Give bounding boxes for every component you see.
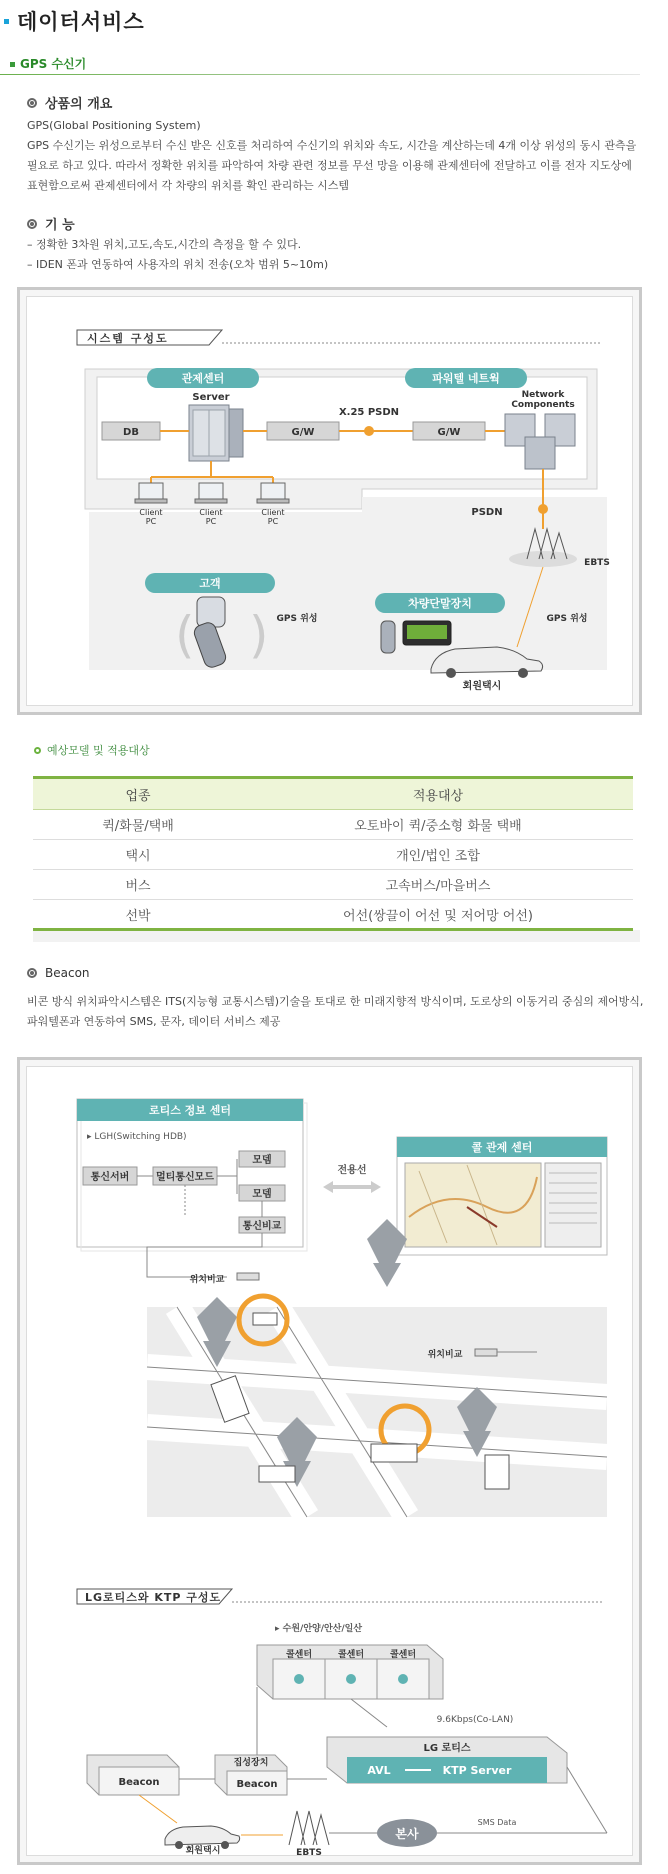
call-center-box-label: 콜센터 [285,1650,313,1660]
client-pc-label: PC [267,517,279,526]
system-diagram-svg [27,297,632,705]
application-table [33,776,633,931]
system-diagram-frame [17,287,642,715]
features-heading-text: 기 능 [45,218,75,233]
multi-comm-label: 멀티통신모드 [156,1172,214,1183]
table-cell: 고속버스/마을버스 [243,870,633,900]
gps-satellite-label: GPS 위성 [276,614,318,624]
features-heading [27,214,75,233]
table-header: 적용대상 [243,778,633,810]
client-pc-label: Client [139,508,163,517]
client-pc-label: Client [261,508,285,517]
network-components-label-1: Network [521,390,565,400]
dedicated-line-label: 전용선 [337,1165,367,1176]
beacon-body [27,992,647,1032]
vehicle-terminal-label: 차량단말장치 [408,597,472,610]
svg-text:): ) [249,606,269,664]
overview-body [27,116,647,196]
overview-line: 필요로 하고 있다. 따라서 정확한 위치를 파악하여 차량 관련 정보를 무선 망을 이용해 관제센터에 전달하고 이를 전자 지도상에 [27,159,632,172]
beacon-diagram-svg [27,1067,632,1855]
bidirectional-arrow-icon [323,1181,381,1193]
client-pc-label: Client [199,508,223,517]
map-screen-icon [405,1163,601,1247]
beacon-heading [27,966,90,980]
call-center-title: 콜 관제 센터 [471,1141,533,1154]
table-row [33,870,633,900]
member-taxi-label: 회원택시 [462,681,502,692]
section-heading [10,55,86,72]
lg-logis-label: LG 로티스 [423,1743,471,1754]
diagram-title: 시스템 구성도 [87,332,169,345]
network-components-label-2: Components [511,400,575,410]
gw1-label: G/W [291,427,315,438]
ebts-label: EBTS [584,558,610,568]
table-cell: 퀵/화물/택배 [33,810,243,840]
overview-line: GPS 수신기는 위성으로부터 수신 받은 신호를 처리하여 수신기의 위치와 속도, 시간을 계산하는데 4개 이상 위성의 동시 관측을 [27,139,637,152]
psdn-label: PSDN [471,507,503,518]
member-taxi-label: 회원택시 [185,1846,221,1855]
aggregator-label: 집성장치 [233,1758,269,1768]
powertel-network-label: 파워텔 네트웍 [432,372,500,385]
heading-bullet-icon [27,219,37,229]
x25-label: X.25 PSDN [338,407,400,418]
table-cell: 오토바이 퀵/중소형 화물 택배 [243,810,633,840]
comm-server-label: 통신서버 [90,1172,130,1183]
table-cell: 버스 [33,870,243,900]
server-label: Server [192,392,230,403]
modem-label: 모뎀 [252,1155,272,1166]
overview-line: GPS(Global Positioning System) [27,119,201,132]
features-body [27,235,647,275]
client-pc-label: PC [205,517,217,526]
table-header: 업종 [33,778,243,810]
ktp-server-label: KTP Server [442,1764,512,1777]
table-header-row [33,778,633,810]
location-compare-label: 위치비교 [189,1275,225,1285]
db-label: DB [123,427,139,438]
heading-bullet-icon [27,98,37,108]
beacon-line: 파워텔폰과 연동하여 SMS, 문자, 데이터 서비스 제공 [27,1015,281,1028]
location-compare-label: 위치비교 [427,1350,463,1360]
ktp-title: LG로티스와 KTP 구성도 [85,1591,222,1604]
table-row [33,840,633,870]
avl-label: AVL [367,1764,391,1777]
ebts-tower-icon [289,1811,329,1845]
call-center-box-label: 콜센터 [389,1650,417,1660]
beacon-box-label: Beacon [236,1779,278,1790]
server-icon [189,405,243,461]
sms-data-label: SMS Data [477,1818,517,1827]
beacon-sensor-icon [475,1349,497,1356]
client-pc-label: PC [145,517,157,526]
overview-heading-text: 상품의 개요 [45,97,113,112]
table-cell: 택시 [33,840,243,870]
beacon-line: 비콘 방식 위치파악시스템은 ITS(지능형 교통시스템)기술을 토대로 한 미래지향적 방식이며, 도로상의 이동거리 중심의 제어방식, [27,995,644,1008]
ebts-label: EBTS [296,1848,322,1855]
table-row [33,900,633,930]
gps-satellite-label: GPS 위성 [546,614,588,624]
table-cell: 어선(쌍끌이 어선 및 저어망 어선) [243,900,633,930]
lgh-label: ▸ LGH(Switching HDB) [87,1132,187,1142]
call-center-box-label: 콜센터 [337,1650,365,1660]
overview-heading [27,93,112,112]
modem-label: 모뎀 [252,1189,272,1200]
customer-label: 고객 [199,577,221,590]
page-title-bar [0,6,145,36]
comm-compare-label: 통신비교 [242,1221,282,1232]
section-title: GPS 수신기 [20,57,87,71]
svg-text:(: ( [175,606,195,664]
control-center-label: 관제센터 [181,372,225,385]
beacon-diagram [26,1066,633,1856]
table-row [33,810,633,840]
table-cell: 선박 [33,900,243,930]
logis-center-title: 로티스 정보 센터 [148,1104,232,1117]
client-pc-icon [135,483,289,503]
feature-line: – 정확한 3차원 위치,고도,속도,시간의 측정을 할 수 있다. [27,238,302,251]
region-label: ▸ 수원/안양/안산/일산 [275,1624,363,1634]
system-diagram [26,296,633,706]
apply-bullet-icon [34,747,41,754]
feature-line: – IDEN 폰과 연동하여 사용자의 위치 전송(오차 범위 5~10m) [27,258,329,271]
apply-label-text: 예상모델 및 적용대상 [47,744,150,757]
section-divider [0,74,640,75]
apply-label [34,742,150,758]
title-bullet [4,19,9,24]
section-bullet [10,62,15,67]
overview-line: 표현함으로써 관제센터에서 각 차량의 위치를 확인 관리하는 시스템 [27,179,350,192]
beacon-box-label: Beacon [118,1777,160,1788]
beacon-diagram-frame [17,1057,642,1865]
hq-label: 본사 [395,1827,419,1841]
gw2-label: G/W [437,427,461,438]
heading-bullet-icon [27,968,37,978]
table-cell: 개인/법인 조합 [243,840,633,870]
beacon-heading-text: Beacon [45,966,90,980]
beacon-sensor-icon [237,1273,259,1280]
page-title: 데이터서비스 [17,10,145,34]
table-shadow [33,930,640,942]
speed-label: 9.6Kbps(Co-LAN) [436,1715,514,1725]
